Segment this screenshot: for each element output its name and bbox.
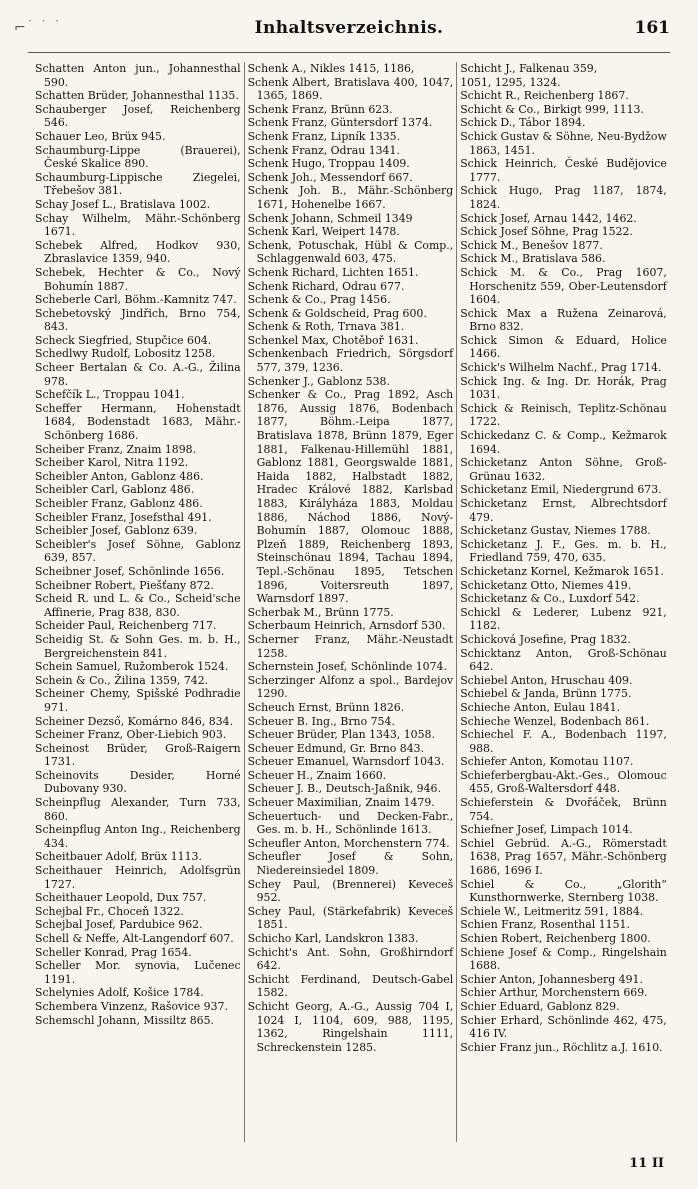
index-entry: Scheuer Brüder, Plan 1343, 1058.: [247, 728, 435, 742]
index-entry: Scherbak M., Brünn 1775.: [247, 605, 394, 619]
index-entry: Schiebel & Janda, Brünn 1775.: [460, 687, 632, 701]
index-entry: Schick M., Bratislava 586.: [460, 252, 606, 266]
index-entry: Schier Erhard, Schönlinde 462, 475, 416 IV.: [460, 1013, 667, 1041]
index-entry: Schejbal Fr., Choceň 1322.: [35, 904, 184, 918]
index-entry: Scheitbauer Adolf, Brüx 1113.: [35, 850, 202, 864]
index-entry: Schicketanz Kornel, Kežmarok 1651.: [460, 564, 664, 578]
index-entry: Schicht Ferdinand, Deutsch-Gabel 1582.: [247, 972, 454, 1000]
index-entry: Scherbaum Heinrich, Arnsdorf 530.: [247, 619, 446, 633]
index-entry: Schier Anton, Johannesberg 491.: [460, 972, 643, 986]
index-entry: Schicketanz & Co., Luxdorf 542.: [460, 592, 640, 606]
index-entry: Schiefer Anton, Komotau 1107.: [460, 755, 634, 769]
index-entry: Schernstein Josef, Schönlinde 1074.: [247, 660, 447, 674]
index-entry: Schieferstein & Dvořáček, Brünn 754.: [460, 796, 667, 823]
index-entry: Schicht Georg, A.-G., Aussig 704 I, 1024 I, 1104, 609, 988, 1195, 1362, Ringelshain 1111, Schreckenstein 1285.: [247, 999, 454, 1054]
index-entry: Schickl & Lederer, Lubenz 921, 1182.: [460, 605, 667, 633]
index-entry: Schenk Franz, Lipník 1335.: [247, 129, 401, 143]
index-entry: Schicht R., Reichenberg 1867.: [460, 89, 629, 103]
index-entry: Scheiber Karol, Nitra 1192.: [35, 456, 189, 470]
index-entry: Schick & Reinisch, Teplitz-Schönau 1722.: [460, 401, 667, 429]
index-entry: Schenk A., Nikles 1415, 1186,: [247, 62, 415, 75]
page-number: 161: [634, 18, 670, 38]
index-entry: Schicketanz Emil, Niedergrund 673.: [460, 483, 662, 497]
index-entry: Schenker & Co., Prag 1892, Asch 1876, Aussig 1876, Bodenbach 1877, Böhm.-Leipa 1877, Bratislava 1878, Brünn 1879, Eger 1881, Falkenau-Hillemühl 1881, Gablonz 1881, Georgswalde 1881, Haida 1882, Halbstadt 1882, Hradec Králové 1882, Karlsbad 1883, Királyháza 1883, Moldau 1886, Náchod 1886, Nový-Bohumín 1887, Olomouc 1888, Plzeň 1889, Reichenberg 1893, Steinschönau 1894, Tachau 1894, Tepl.-Schönau 1895, Tetschen 1896, Voitersreuth 1897, Warnsdorf 1897.: [247, 388, 454, 606]
index-entry: Scheller Mor. synovia, Lučenec 1191.: [35, 959, 241, 986]
index-entry: Schebek Alfred, Hodkov 930, Zbraslavice 1359, 940.: [35, 238, 241, 266]
index-entry: Scheuertuch- und Decken-Fabr., Ges. m. b. H., Schönlinde 1613.: [247, 809, 454, 837]
index-entry: Schay Wilhelm, Mähr.-Schönberg 1671.: [35, 211, 241, 239]
index-entry: Schick Josef Söhne, Prag 1522.: [460, 225, 633, 239]
index-entry: Schicktanz Anton, Groß-Schönau 642.: [460, 646, 667, 674]
index-entry: Scheufler Anton, Morchenstern 774.: [247, 836, 450, 850]
index-entry: Schenk Hugo, Troppau 1409.: [247, 157, 410, 171]
header-rule: [28, 52, 670, 53]
index-entry: Schenk, Potuschak, Hübl & Comp., Schlaggenwald 603, 475.: [247, 238, 454, 266]
index-entry: Scheiner Franz, Ober-Liebich 903.: [35, 728, 227, 742]
index-entry: Scheiner Dezső, Komárno 846, 834.: [35, 714, 234, 728]
index-entry: Scheithauer Leopold, Dux 757.: [35, 891, 207, 905]
index-entry: Schick D., Tábor 1894.: [460, 116, 586, 130]
index-entry: Schenkel Max, Chotěboř 1631.: [247, 333, 419, 347]
index-entry: 1051, 1295, 1324.: [460, 75, 561, 89]
index-entry: Scheuer Emanuel, Warnsdorf 1043.: [247, 755, 445, 769]
index-entry: Schenk & Goldscheid, Prag 600.: [247, 306, 427, 320]
index-entry: Scheibler's Josef Söhne, Gablonz 639, 857.: [35, 537, 241, 565]
index-entry: Schenk Richard, Lichten 1651.: [247, 265, 419, 279]
index-entry: Scheufler Josef & Sohn, Niedereinsiedel 1809.: [247, 850, 454, 878]
index-entry: Schieferbergbau-Akt.-Ges., Olomouc 455, Groß-Waltersdorf 448.: [460, 768, 667, 796]
index-entry: Scheibler Carl, Gablonz 486.: [35, 483, 195, 497]
index-entry: Scheiner Chemy, Spišské Podhradie 971.: [35, 687, 241, 714]
index-entry: Scheidig St. & Sohn Ges. m. b. H., Bergreichenstein 841.: [35, 632, 241, 660]
index-column-2: [245, 62, 458, 1142]
index-entry: Schaumburg-Lippische Ziegelei, Třebešov 381.: [35, 170, 241, 198]
index-entry: Schey Paul, (Stärkefabrik) Keveceš 1851.: [247, 904, 454, 932]
index-entry: Schenkenbach Friedrich, Sörgsdorf 577, 379, 1236.: [247, 347, 454, 375]
signature-mark: 11 II: [629, 1156, 664, 1171]
index-entry: Schicht's Ant. Sohn, Großhirndorf 642.: [247, 945, 454, 973]
index-entry: Schick Gustav & Söhne, Neu-Bydžow 1863, 1451.: [460, 129, 667, 157]
index-entry: Schick's Wilhelm Nachf., Prag 1714.: [460, 361, 662, 375]
index-entry: Scheck Siegfried, Stupčice 604.: [35, 333, 212, 347]
index-entry: Schaumburg-Lippe (Brauerei), České Skalice 890.: [35, 143, 241, 171]
index-entry: Scheinpflug Anton Ing., Reichenberg 434.: [35, 823, 241, 850]
index-entry: Schejbal Josef, Pardubice 962.: [35, 918, 203, 932]
index-column-1: [32, 62, 245, 1142]
index-entry: Schicketanz Otto, Niemes 419.: [460, 578, 632, 592]
index-entry: Schien Robert, Reichenberg 1800.: [460, 932, 651, 945]
index-entry: Scheuer J. B., Deutsch-Jaßnik, 946.: [247, 782, 441, 796]
index-entry: Schiechel F. A., Bodenbach 1197, 988.: [460, 728, 667, 755]
index-entry: Schenk Franz, Odrau 1341.: [247, 143, 400, 157]
index-entry: Scheibner Robert, Piešťany 872.: [35, 578, 214, 592]
index-entry: Schenk Franz, Brünn 623.: [247, 102, 393, 116]
index-entry: Schein & Co., Žilina 1359, 742.: [35, 673, 209, 687]
index-entry: Scheinost Brüder, Groß-Raigern 1731.: [35, 741, 241, 769]
index-entry: Schenk Franz, Güntersdorf 1374.: [247, 116, 433, 130]
index-entry: Schick M., Benešov 1877.: [460, 238, 603, 252]
index-entry: Schieche Wenzel, Bodenbach 861.: [460, 714, 650, 728]
index-entry: Schembera Vinzenz, Rašovice 937.: [35, 999, 228, 1013]
index-entry: Scheuer H., Znaim 1660.: [247, 768, 387, 782]
index-entry: Scheberle Carl, Böhm.-Kamnitz 747.: [35, 293, 237, 307]
index-entry: Schick Ing. & Ing. Dr. Horák, Prag 1031.: [460, 374, 667, 402]
index-entry: Schien Franz, Rosenthal 1151.: [460, 918, 630, 932]
index-entry: Scheiber Franz, Znaim 1898.: [35, 442, 197, 456]
index-entry: Schay Josef L., Bratislava 1002.: [35, 197, 211, 211]
index-entry: Schieche Anton, Eulau 1841.: [460, 700, 621, 714]
index-entry: Scheller Konrad, Prag 1654.: [35, 945, 192, 959]
index-entry: Scheibler Anton, Gablonz 486.: [35, 469, 204, 483]
index-entry: Scheuch Ernst, Brünn 1826.: [247, 700, 405, 714]
index-entry: Schiefner Josef, Limpach 1014.: [460, 823, 633, 837]
page-title: Inhaltsverzeichnis.: [254, 18, 444, 38]
index-column-3: [457, 62, 670, 1142]
index-entry: Schicht J., Falkenau 359,: [460, 62, 598, 75]
index-entry: Scheibler Franz, Josefsthal 491.: [35, 510, 212, 524]
index-entry: Scheuer Edmund, Gr. Brno 843.: [247, 741, 425, 755]
index-entry: Schick M. & Co., Prag 1607, Horschenitz 559, Ober-Leutensdorf 1604.: [460, 265, 667, 307]
index-entry: Schenker J., Gablonz 538.: [247, 374, 390, 388]
index-entry: Schenk Joh. B., Mähr.-Schönberg 1671, Hohenelbe 1667.: [247, 184, 454, 211]
header-dots: · · ·: [28, 14, 63, 28]
index-entry: Schebek, Hechter & Co., Nový Bohumín 1887.: [35, 265, 241, 293]
index-entry: Schicková Josefine, Prag 1832.: [460, 632, 631, 646]
index-entry: Scheer Bertalan & Co. A.-G., Žilina 978.: [35, 361, 241, 388]
index-entry: Schatten Anton jun., Johannesthal 590.: [35, 62, 241, 89]
index-entry: Schick Hugo, Prag 1187, 1874, 1824.: [460, 184, 667, 211]
index-entry: Schenk Karl, Weipert 1478.: [247, 225, 400, 239]
index-entry: Schiel & Co., „Glorith“ Kunsthornwerke, Sternberg 1038.: [460, 877, 667, 905]
page-header: [28, 12, 670, 46]
index-entry: Schatten Brüder, Johannesthal 1135.: [35, 89, 239, 103]
index-entry: Schenk & Roth, Trnava 381.: [247, 320, 405, 334]
index-entry: Scheffer Hermann, Hohenstadt 1684, Bodenstadt 1683, Mähr.-Schönberg 1686.: [35, 401, 241, 443]
index-entry: Schauberger Josef, Reichenberg 546.: [35, 102, 241, 130]
index-columns: [32, 62, 670, 1142]
index-entry: Scheinpflug Alexander, Turn 733, 860.: [35, 796, 241, 823]
index-entry: Schenk Johann, Schmeil 1349: [247, 211, 413, 225]
index-entry: Schiebel Anton, Hruschau 409.: [460, 673, 633, 687]
index-entry: Schier Eduard, Gablonz 829.: [460, 999, 620, 1013]
index-entry: Schefčík L., Troppau 1041.: [35, 388, 185, 402]
index-entry: Schauer Leo, Brüx 945.: [35, 129, 166, 143]
index-entry: Scheid R. und L. & Co., Scheid'sche Affinerie, Prag 838, 830.: [35, 592, 241, 619]
index-entry: Schell & Neffe, Alt-Langendorf 607.: [35, 932, 234, 945]
index-entry: Schicho Karl, Landskron 1383.: [247, 932, 419, 945]
index-entry: Scheithauer Heinrich, Adolfsgrün 1727.: [35, 864, 241, 891]
index-entry: Scheuer B. Ing., Brno 754.: [247, 714, 395, 728]
index-entry: Schiele W., Leitmeritz 591, 1884.: [460, 904, 644, 918]
index-entry: Schicht & Co., Birkigt 999, 1113.: [460, 102, 644, 116]
index-entry: Schicketanz Gustav, Niemes 1788.: [460, 524, 651, 538]
index-entry: Scheuer Maximilian, Znaim 1479.: [247, 796, 435, 810]
index-entry: Schebetovský Jindřich, Brno 754, 843.: [35, 306, 241, 334]
index-entry: Schick Heinrich, České Budějovice 1777.: [460, 157, 667, 184]
index-entry: Scheibler Franz, Gablonz 486.: [35, 497, 203, 510]
index-entry: Scheibler Josef, Gablonz 639.: [35, 524, 198, 538]
index-entry: Scheinovits Desider, Horné Dubovany 930.: [35, 768, 241, 796]
index-entry: Schiene Josef & Comp., Ringelshain 1688.: [460, 945, 667, 973]
index-entry: Schenk Richard, Odrau 677.: [247, 279, 405, 293]
index-entry: Schicketanz Anton Söhne, Groß-Grünau 1632.: [460, 456, 667, 483]
index-entry: Scheider Paul, Reichenberg 717.: [35, 619, 217, 633]
index-entry: Schick Simon & Eduard, Holice 1466.: [460, 333, 667, 361]
index-entry: Schiel Gebrüd. A.-G., Römerstadt 1638, Prag 1657, Mähr.-Schönberg 1686, 1696 I.: [460, 836, 667, 878]
index-entry: Schier Franz jun., Röchlitz a.J. 1610.: [460, 1040, 663, 1054]
index-entry: Schedlwy Rudolf, Lobositz 1258.: [35, 347, 216, 361]
index-entry: Scherner Franz, Mähr.-Neustadt 1258.: [247, 632, 454, 660]
index-entry: Schein Samuel, Ružomberok 1524.: [35, 660, 229, 674]
index-entry: Schick Max a Ružena Zeinarová, Brno 832.: [460, 306, 667, 334]
index-entry: Schicketanz J. F., Ges. m. b. H., Friedland 759, 470, 635.: [460, 537, 667, 565]
corner-ornament: ⌐: [14, 20, 26, 36]
index-entry: Schemschl Johann, Missiltz 865.: [35, 1013, 214, 1027]
index-entry: Schenk Joh., Messendorf 667.: [247, 170, 413, 184]
index-entry: Schickedanz C. & Comp., Kežmarok 1694.: [460, 429, 667, 456]
index-entry: Schier Arthur, Morchenstern 669.: [460, 986, 648, 1000]
index-entry: Schick Josef, Arnau 1442, 1462.: [460, 211, 637, 225]
index-entry: Schey Paul, (Brennerei) Keveceš 952.: [247, 877, 454, 905]
index-entry: Schicketanz Ernst, Albrechtsdorf 479.: [460, 497, 667, 524]
index-entry: Scheibner Josef, Schönlinde 1656.: [35, 564, 225, 578]
index-entry: Schenk & Co., Prag 1456.: [247, 293, 391, 307]
index-entry: Schelynies Adolf, Košice 1784.: [35, 986, 204, 1000]
index-entry: Scherzinger Alfonz a spol., Bardejov 1290.: [247, 673, 454, 701]
index-entry: Schenk Albert, Bratislava 400, 1047, 1365, 1869.: [247, 75, 454, 103]
